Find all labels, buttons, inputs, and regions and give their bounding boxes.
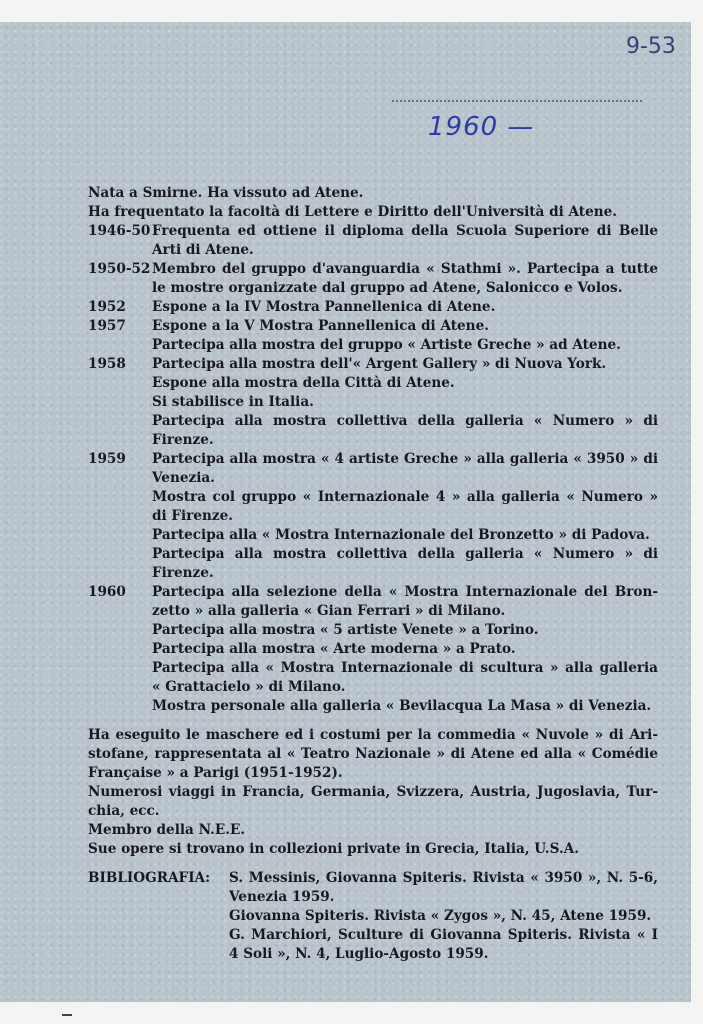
entry-line: Arti di Atene.: [152, 242, 254, 258]
entry-line: Si stabilisce in Italia.: [152, 394, 314, 410]
entry-line: Frequenta ed ottiene il diploma della Scuola Superiore di Belle: [152, 223, 658, 239]
closing-line: stofane, rappresentata al « Teatro Nazionale » di Atene ed alla « Comédie: [88, 746, 658, 762]
handwritten-year: 1960 —: [428, 112, 535, 142]
entry-year: 1959: [88, 451, 126, 467]
entry-line: Partecipa alla « Mostra Internazionale di scultura » alla galleria: [152, 660, 658, 676]
entry-year: 1957: [88, 318, 126, 334]
entry-line: Espone a la V Mostra Pannellenica di Atene.: [152, 318, 489, 334]
entry-line: Firenze.: [152, 565, 214, 581]
entry-line: Espone alla mostra della Città di Atene.: [152, 375, 455, 391]
chronology-entry: [88, 260, 658, 298]
entry-line: Espone a la IV Mostra Pannellenica di Atene.: [152, 299, 496, 315]
entry-line: Partecipa alla mostra collettiva della galleria « Numero » di: [152, 413, 658, 429]
entry-year: 1946-50: [88, 223, 151, 239]
bibliography-line: S. Messinis, Giovanna Spiteris. Rivista « 3950 », N. 5-6,: [229, 870, 658, 886]
entry-year: 1958: [88, 356, 126, 372]
entry-line: Partecipa alla mostra « 4 artiste Greche » alla galleria « 3950 » di: [152, 451, 658, 467]
entry-line: Membro del gruppo d'avanguardia « Stathmi ». Partecipa a tutte: [152, 261, 658, 277]
closing-line: Sue opere si trovano in collezioni private in Grecia, Italia, U.S.A.: [88, 841, 579, 857]
biography-text: [88, 184, 658, 964]
chronology-entry: [88, 355, 658, 450]
entry-line: Partecipa alla mostra dell'« Argent Gallery » di Nuova York.: [152, 356, 607, 372]
intro-line: Ha frequentato la facoltà di Lettere e Diritto dell'Università di Atene.: [88, 204, 617, 220]
closing-line: Numerosi viaggi in Francia, Germania, Svizzera, Austria, Jugoslavia, Tur-: [88, 784, 658, 800]
entry-line: Firenze.: [152, 432, 214, 448]
chronology-entry: [88, 450, 658, 583]
entry-line: « Grattacielo » di Milano.: [152, 679, 346, 695]
bibliography-line: Venezia 1959.: [229, 889, 335, 905]
entry-line: Partecipa alla mostra del gruppo « Artiste Greche » ad Atene.: [152, 337, 621, 353]
entry-line: Mostra col gruppo « Internazionale 4 » alla galleria « Numero »: [152, 489, 658, 505]
entry-year: 1952: [88, 299, 126, 315]
closing-line: Ha eseguito le maschere ed i costumi per la commedia « Nuvole » di Ari-: [88, 727, 658, 743]
entry-line: di Firenze.: [152, 508, 234, 524]
bibliography-label: BIBLIOGRAFIA:: [88, 870, 211, 886]
entry-line: Mostra personale alla galleria « Bevilacqua La Masa » di Venezia.: [152, 698, 652, 714]
bibliography-line: G. Marchiori, Sculture di Giovanna Spiteris. Rivista « I: [229, 927, 658, 943]
entry-year: 1950-52: [88, 261, 151, 277]
closing-line: chia, ecc.: [88, 803, 160, 819]
handwritten-page-number: 9-53: [626, 34, 676, 59]
entry-line: Partecipa alla « Mostra Internazionale del Bronzetto » di Padova.: [152, 527, 650, 543]
intro-line: Nata a Smirne. Ha vissuto ad Atene.: [88, 185, 364, 201]
chronology-entry: [88, 298, 658, 317]
entry-line: Partecipa alla mostra « 5 artiste Venete » a Torino.: [152, 622, 539, 638]
entry-line: zetto » alla galleria « Gian Ferrari » di Milano.: [152, 603, 506, 619]
paper-edge-mark: [62, 1014, 72, 1016]
chronology-entry: [88, 583, 658, 716]
closing-line: Membro della N.E.E.: [88, 822, 246, 838]
bibliography-line: 4 Soli », N. 4, Luglio-Agosto 1959.: [229, 946, 489, 962]
bibliography-line: Giovanna Spiteris. Rivista « Zygos », N. 45, Atene 1959.: [229, 908, 652, 924]
entry-line: Partecipa alla selezione della « Mostra Internazionale del Bron-: [152, 584, 658, 600]
entry-line: Partecipa alla mostra collettiva della galleria « Numero » di: [152, 546, 658, 562]
entry-line: Partecipa alla mostra « Arte moderna » a Prato.: [152, 641, 516, 657]
entry-year: 1960: [88, 584, 126, 600]
closing-line: Française » a Parigi (1951-1952).: [88, 765, 343, 781]
entry-line: Venezia.: [152, 470, 215, 486]
chronology-entry: [88, 222, 658, 260]
chronology-entry: [88, 317, 658, 355]
entry-line: le mostre organizzate dal gruppo ad Atene, Salonicco e Volos.: [152, 280, 623, 296]
dotted-rule: [392, 100, 642, 102]
bibliography: [88, 869, 658, 964]
